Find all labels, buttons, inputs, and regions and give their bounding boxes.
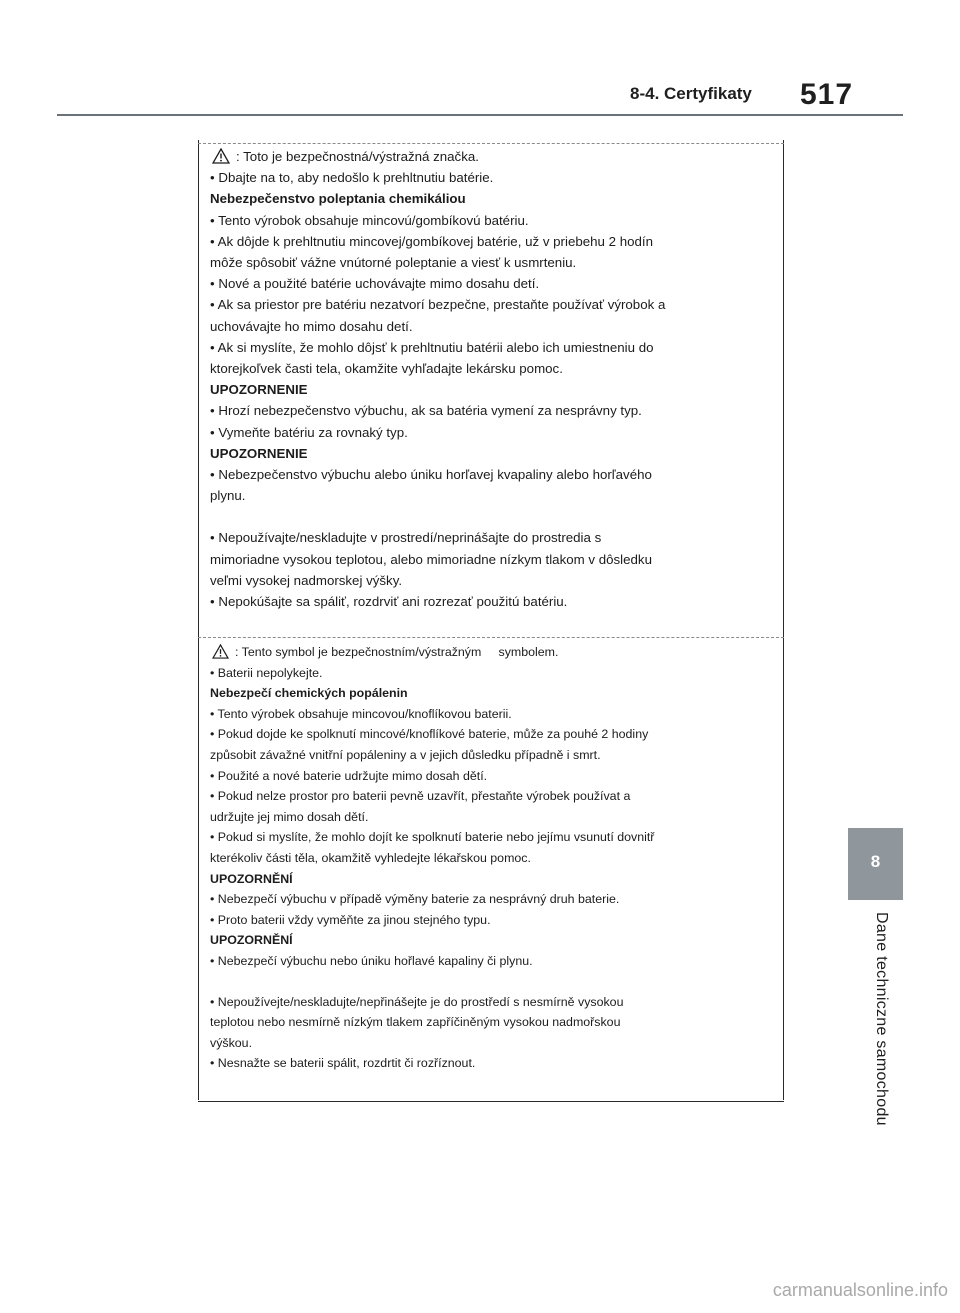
language-divider <box>198 637 784 638</box>
czech-line: udržujte jej mimo dosah dětí. <box>210 809 369 824</box>
slovak-line: • Vymeňte batériu za rovnaký typ. <box>210 424 408 440</box>
slovak-line: uchovávajte ho mimo dosahu detí. <box>210 318 413 334</box>
czech-line: • Nepoužívejte/neskladujte/nepřinášejte je do prostředí s nesmírně vysokou <box>210 994 624 1009</box>
slovak-heading: UPOZORNENIE <box>210 382 308 398</box>
czech-line: • Nebezpečí výbuchu nebo úniku hořlavé kapaliny či plynu. <box>210 953 533 968</box>
warning-triangle-icon <box>212 148 230 164</box>
czech-line: • Pokud dojde ke spolknutí mincové/knoflíkové baterie, může za pouhé 2 hodiny <box>210 727 649 742</box>
paragraph-gap <box>210 972 770 992</box>
slovak-line: • Ak si myslíte, že mohlo dôjsť k prehltnutiu batérii alebo ich umiestneniu do <box>210 339 654 355</box>
czech-line: • Pokud nelze prostor pro baterii pevně uzavřít, přestaňte výrobek používat a <box>210 789 631 804</box>
slovak-line: plynu. <box>210 488 246 504</box>
slovak-line: • Nepoužívajte/neskladujte v prostredí/neprinášajte do prostredia s <box>210 530 602 546</box>
chapter-number: 8 <box>870 852 881 871</box>
czech-line: • Nesnažte se baterii spálit, rozdrtit či rozříznout. <box>210 1056 476 1071</box>
czech-line: teplotou nebo nesmírně nízkým tlakem zapříčiněným vysokou nadmořskou <box>210 1015 621 1030</box>
czech-line: • Baterii nepolykejte. <box>210 665 323 680</box>
chapter-tab[interactable] <box>848 828 903 900</box>
czech-line: kterékoliv části těla, okamžitě vyhledejte lékařskou pomoc. <box>210 850 531 865</box>
czech-line: • Nebezpečí výbuchu v případě výměny baterie za nesprávný druh baterie. <box>210 892 620 907</box>
header-rule <box>57 114 903 116</box>
czech-heading: UPOZORNĚNÍ <box>210 933 293 948</box>
slovak-heading: Nebezpečenstvo poleptania chemikáliou <box>210 191 466 207</box>
slovak-line: • Ak sa priestor pre batériu nezatvorí bezpečne, prestaňte používať výrobok a <box>210 297 666 313</box>
paragraph-gap <box>210 506 770 527</box>
slovak-line: • Nové a použité batérie uchovávajte mimo dosahu detí. <box>210 276 540 292</box>
czech-line: způsobit závažné vnitřní popáleniny a v jejich důsledku případně i smrt. <box>210 747 601 762</box>
slovak-line: • Nebezpečenstvo výbuchu alebo úniku horľavej kvapaliny alebo horľavého <box>210 467 652 483</box>
slovak-line: môže spôsobiť vážne vnútorné poleptanie a viesť k usmrteniu. <box>210 255 577 271</box>
certificate-top-rule <box>198 143 784 144</box>
warning-triangle-icon <box>212 644 229 659</box>
slovak-line: • Ak dôjde k prehltnutiu mincovej/gombíkovej batérie, už v priebehu 2 hodín <box>210 233 653 249</box>
czech-line: výškou. <box>210 1035 253 1050</box>
czech-line: • Pokud si myslíte, že mohlo dojít ke spolknutí baterie nebo jejímu vsunutí dovnitř <box>210 830 655 845</box>
czech-section <box>210 642 770 1074</box>
slovak-symbol-line: : Toto je bezpečnostná/výstražná značka. <box>210 146 770 167</box>
czech-heading: UPOZORNĚNÍ <box>210 871 293 886</box>
czech-line: • Tento výrobek obsahuje mincovou/knoflíkovou baterii. <box>210 706 512 721</box>
czech-symbol-line: : Tento symbol je bezpečnostním/výstražným symbolem. <box>210 642 770 663</box>
watermark: carmanualsonline.info <box>772 1280 948 1300</box>
slovak-line: • Hrozí nebezpečenstvo výbuchu, ak sa batéria vymení za nesprávny typ. <box>210 403 642 419</box>
czech-heading: Nebezpečí chemických popálenin <box>210 686 408 701</box>
slovak-line: veľmi vysokej nadmorskej výšky. <box>210 572 403 588</box>
chapter-label: Dane techniczne samochodu <box>873 912 890 1126</box>
slovak-section <box>210 146 770 612</box>
slovak-line: • Tento výrobok obsahuje mincovú/gombíkovú batériu. <box>210 212 529 228</box>
page-number: 517 <box>800 78 854 111</box>
slovak-line: mimoriadne vysokou teplotou, alebo mimoriadne nízkym tlakom v dôsledku <box>210 551 652 567</box>
slovak-line: • Dbajte na to, aby nedošlo k prehltnutiu batérie. <box>210 170 494 186</box>
certificate-bottom-rule <box>198 1101 784 1102</box>
slovak-line: ktorejkoľvek časti tela, okamžite vyhľadajte lekársku pomoc. <box>210 361 563 377</box>
slovak-line: • Nepokúšajte sa spáliť, rozdrviť ani rozrezať použitú batériu. <box>210 594 568 610</box>
czech-line: • Použité a nové baterie udržujte mimo dosah dětí. <box>210 768 488 783</box>
section-title: 8-4. Certyfikaty <box>630 84 752 103</box>
slovak-heading: UPOZORNENIE <box>210 445 308 461</box>
czech-line: • Proto baterii vždy vyměňte za jinou stejného typu. <box>210 912 491 927</box>
